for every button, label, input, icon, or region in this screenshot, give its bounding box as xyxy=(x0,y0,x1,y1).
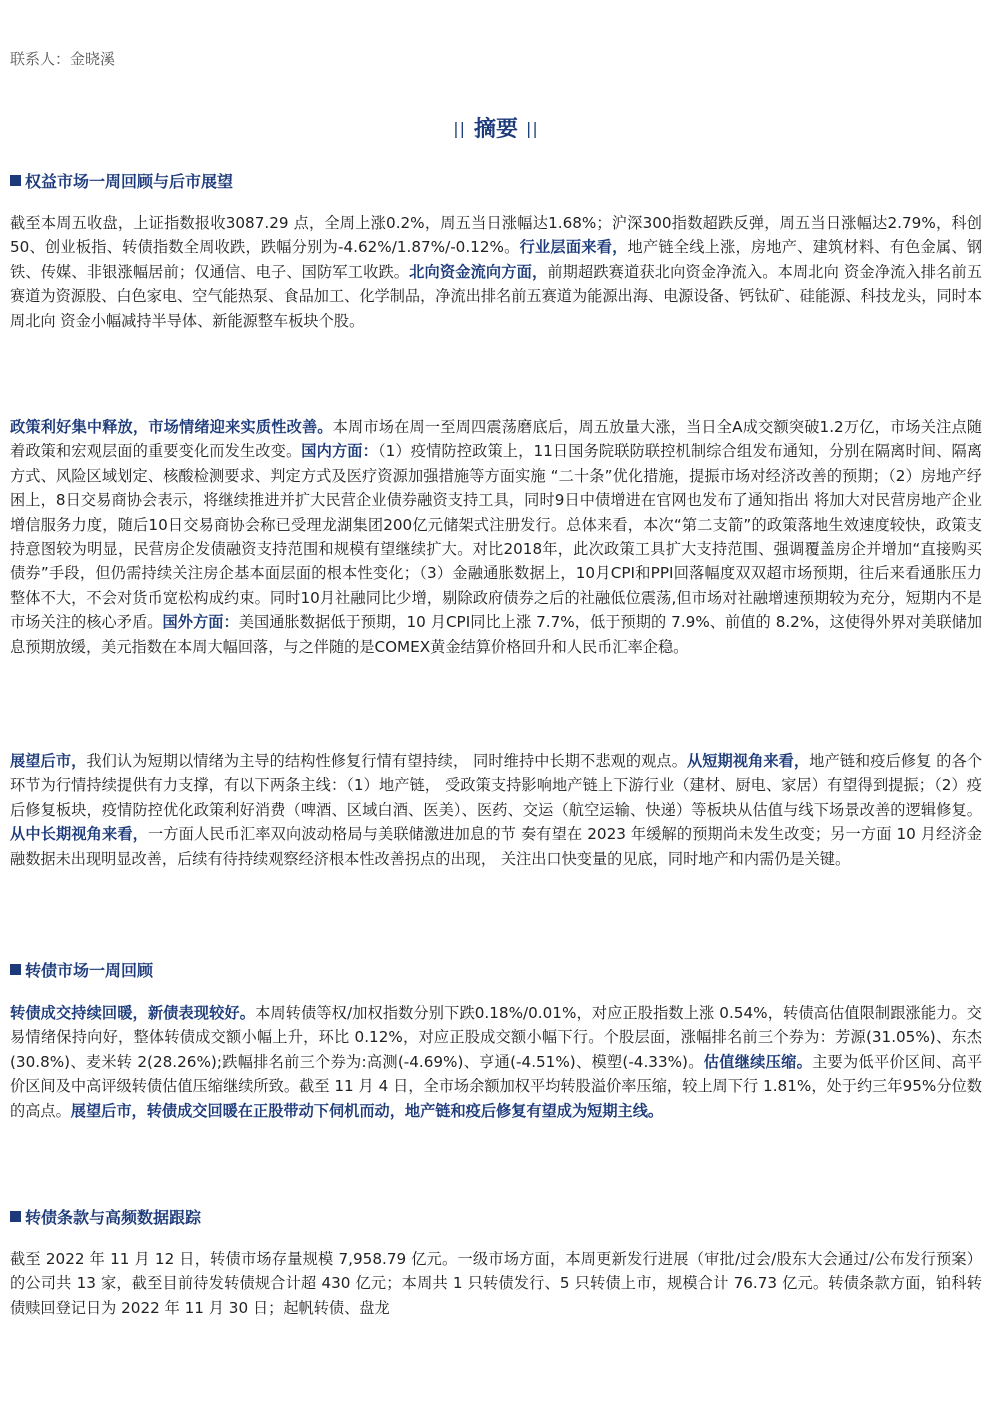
text-run: 一方面人民币汇率双向波动格局与美联储激进加息的节 奏有望在 2023 年缓解的预期尚未发生改变；另一方面 10 月经济金融数据未出现明显改善，后续有待持续观察经济根本性改善拐点的出现， 关注出口快变量的见底，同时地产和内需仍是关键。 xyxy=(10,825,982,868)
text-run: 截至 2022 年 11 月 12 日，转债市场存量规模 7,958.79 亿元。一级市场方面，本周更新发行进展（审批/过会/股东大会通过/公布发行预案）的公司共 13 家，截至目前待发转债规合计超 430 亿元；本周共 1 只转债发行、5 只转债上市，规模合计 76.73 亿元。转债条款方面，铂科转债赎回登记日为 2022 年 11 月 30 日；起帆转债、盘龙 xyxy=(10,1250,982,1317)
text-run: 本周市场在周一至周四震荡磨底后，周五放量大涨，当日全A成交额突破1.2万亿，市场关注点随着政策和宏观层面的重要变化而发生改变。 xyxy=(10,418,982,461)
text-run: 美国通胀数据低于预期，10 月CPI同比上涨 7.7%，低于预期的 7.9%、前值的 8.2%，这使得外界对美联储加息预期放缓，美元指数在本周大幅回落，与之伴随的是COMEX黄金结算价格回升和人民币汇率企稳。 xyxy=(10,613,983,656)
section-heading-convertible xyxy=(10,959,153,983)
square-bullet-icon xyxy=(10,964,21,975)
section-heading-terms xyxy=(10,1206,201,1230)
text-run: （1）疫情防控政策上，11日国务院联防联控机制综合组发布通知，分别在隔离时间、隔离方式、风险区域划定、核酸检测要求、判定方式及医疗资源加强措施等方面实施 “二十条”优化措施，提振市场对经济改善的预期；（2）房地产纾困上，8日交易商协会表示，将继续推进并扩大民营企业债券融资支持工具，同时9日中债增进在官网也发布了通知指出 将加大对民营房地产企业增信服务力度，随后10日交易商协会称已受理龙湖集团200亿元储架式注册发行。总体来看，本次“第二支箭”的政策落地生效速度较快，政策支持意图较为明显，民营房企发债融资支持范围和规模有望继续扩大。对比2018年，此次政策工具扩大支持范围、强调覆盖房企并增加“直接购买债券”手段，但仍需持续关注房企基本面层面的根本性变化；（3）金融通胀数据上，10月CPI和PPI回落幅度双双超市场预期，往后来看通胀压力整体不大，不会对货币宽松构成约束。同时10月社融同比少增，剔除政府债券之后的社融低位震荡,但市场对社融增速预期较为充分，短期内不是市场关注的核心矛盾。 xyxy=(10,442,983,632)
title-bar-right: || xyxy=(526,119,539,138)
highlight-run: 展望后市， xyxy=(10,752,87,770)
text-run: 主要为低平价区间、高平价区间及中高评级转债估值压缩继续所致。截至 11 月 4 日，全市场余额加权平均转股溢价率压缩，较上周下行 1.81%，处于约三年95%分位数的高点。 xyxy=(10,1052,983,1120)
paragraph-outlook xyxy=(10,749,982,871)
section-heading-text: 转债市场一周回顾 xyxy=(25,961,154,980)
paragraph-terms xyxy=(10,1247,982,1320)
highlight-run: 从短期视角来看， xyxy=(686,752,810,770)
text-run: 前期超跌赛道获北向资金净流入。本周北向 资金净流入排名前五赛道为资源股、白色家电、空气能热泵、食品加工、化学制品，净流出排名前五赛道为能源出海、电源设备、钙钛矿、硅能源、科技龙头，同时本周北向 资金小幅减持半导体、新能源整车板块个股。 xyxy=(10,262,983,330)
paragraph-market-review xyxy=(10,211,982,333)
highlight-run: 行业层面来看， xyxy=(519,238,628,257)
section-heading-text: 转债条款与高频数据跟踪 xyxy=(25,1208,202,1227)
highlight-run: 从中长期视角来看， xyxy=(10,825,148,844)
paragraph-convertible-review xyxy=(10,1001,982,1123)
abstract-title xyxy=(10,112,982,147)
text-run: 地产链全线上涨，房地产、建筑材料、有色金属、钢铁、传媒、非银涨幅居前；仅通信、电子、国防军工收跌。 xyxy=(10,238,983,281)
highlight-run: 北向资金流向方面， xyxy=(409,262,548,281)
title-bar-left: || xyxy=(453,119,466,138)
highlight-run: 转债成交持续回暖，新债表现较好。 xyxy=(10,1004,256,1022)
section-heading-text: 权益市场一周回顾与后市展望 xyxy=(25,172,234,191)
highlight-run: 国外方面： xyxy=(162,613,239,632)
square-bullet-icon xyxy=(10,175,21,186)
text-run: 截至本周五收盘，上证指数报收3087.29 点，全周上涨0.2%，周五当日涨幅达1.68%；沪深300指数超跌反弹，周五当日涨幅达2.79%，科创50、创业板指、转债指数全周收跌，跌幅分别为-4.62%/1.87%/-0.12%。 xyxy=(10,214,982,257)
text-run: 地产链和疫后修复 的各个环节为行情持续提供有力支撑，有以下两条主线：（1）地产链， 受政策支持影响地产链上下游行业（建材、厨电、家居）有望得到提振；（2）疫后修复板块，疫情防控优化政策利好消费（啤酒、区域白酒、医美）、医药、交运（航空运输、快递）等板块从估值与线下场景改善的逻辑修复。 xyxy=(10,752,983,819)
text-run: 本周转债等权/加权指数分别下跌0.18%/0.01%，对应正股指数上涨 0.54%，转债高估值限制跟涨能力。交易情绪保持向好，整体转债成交额小幅上升，环比 0.12%，对应正股成交额小幅下行。个股层面，涨幅排名前三个券为：芳源(31.05%)、东杰(30.8%)、麦米转 2(28.26%);跌幅排名前三个券为:高测(-4.69%)、亨通(-4.51%)、模塑(-4.33%)。 xyxy=(10,1004,982,1071)
highlight-run: 估值继续压缩。 xyxy=(703,1052,813,1071)
abstract-title-text: 摘要 xyxy=(473,117,518,142)
section-heading-equity xyxy=(10,170,233,194)
square-bullet-icon xyxy=(10,1211,21,1222)
highlight-run: 国内方面： xyxy=(301,442,378,461)
text-run: 我们认为短期以情绪为主导的结构性修复行情有望持续， 同时维持中长期不悲观的观点。 xyxy=(86,752,687,770)
paragraph-policy xyxy=(10,415,982,659)
highlight-run: 展望后市，转债成交回暖在正股带动下伺机而动，地产链和疫后修复有望成为短期主线。 xyxy=(70,1101,664,1120)
contact-line: 联系人：金晓溪 xyxy=(10,50,116,68)
highlight-run: 政策利好集中释放，市场情绪迎来实质性改善。 xyxy=(10,418,333,436)
